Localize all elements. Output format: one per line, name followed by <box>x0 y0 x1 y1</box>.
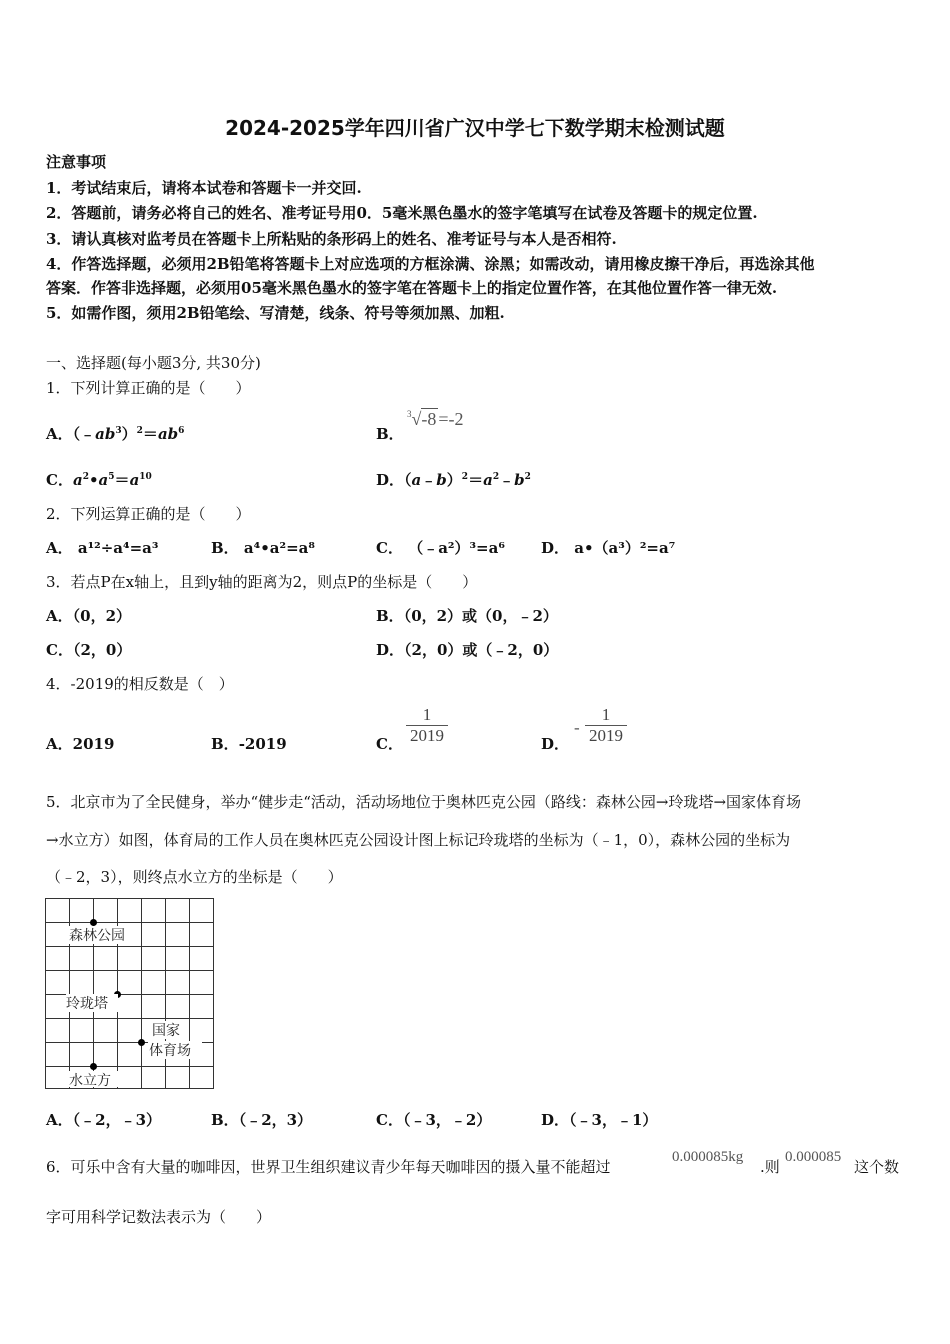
q1-a-eq: ＝ <box>142 425 158 443</box>
notice-heading: 注意事项 <box>46 153 107 171</box>
q3-option-c <box>46 639 131 660</box>
radical-sign-icon: √ <box>411 409 422 429</box>
q4-option-d-fraction <box>585 705 627 746</box>
q4-option-d-label: D． <box>541 735 570 753</box>
q3-b-text: （0，2）或（0，﹣2） <box>403 607 558 625</box>
q1-option-a <box>46 423 184 444</box>
q2-c-text: （﹣a²）³=a⁶ <box>408 539 505 557</box>
q5-stem-line3: （﹣2，3），则终点水立方的坐标是（ ） <box>46 868 343 886</box>
q1-d-eq: ＝ <box>468 471 484 489</box>
q1-option-b-label: B． <box>376 425 404 443</box>
q1-d-minus: ﹣ <box>421 471 437 489</box>
q2-d-label: D． <box>541 539 570 557</box>
q1-option-d <box>376 469 531 490</box>
q5-a-text: （﹣2，﹣3） <box>72 1111 162 1129</box>
notice-item-4: 4．作答选择题，必须用2B铅笔将答题卡上对应选项的方框涂满、涂黑；如需改动，请用橡皮擦干净后，再选涂其他 <box>46 255 815 273</box>
q2-b-label: B． <box>211 539 239 557</box>
q4-option-c-label: C． <box>376 735 403 753</box>
notice-item-4-cont: 答案．作答非选择题，必须用05毫米黑色墨水的签字笔在答题卡上的指定位置作答，在其他位置作答一律无效. <box>46 279 778 297</box>
q1-d-a2: a <box>483 471 493 489</box>
q1-c-eq: ＝ <box>114 471 130 489</box>
q1-c-b2: a <box>98 471 109 489</box>
q2-c-label: C． <box>376 539 403 557</box>
q1-d-m2: ﹣ <box>499 471 515 489</box>
q6-value-number: 0.000085 <box>785 1149 842 1165</box>
q1-d-label: D． <box>376 471 405 489</box>
q1-b-root-index: 3 <box>407 409 412 419</box>
q1-a-base: ab <box>95 425 116 443</box>
q3-option-b <box>376 605 558 626</box>
q1-c-b3: a <box>129 471 140 489</box>
q6-stem-part1: 6．可乐中含有大量的咖啡因，世界卫生组织建议青少年每天咖啡因的摄入量不能超过 <box>46 1158 611 1176</box>
q1-d-b: b <box>436 471 447 489</box>
q2-a-text: a¹²÷a⁴=a³ <box>77 539 159 557</box>
q3-c-label: C． <box>46 641 73 659</box>
q3-option-a <box>46 605 131 626</box>
olympic-park-map <box>44 897 216 1091</box>
notice-item-1: 1．考试结束后，请将本试卷和答题卡一并交回. <box>46 179 362 197</box>
q1-b-radicand: -8 <box>421 409 437 429</box>
q1-d-a: a <box>411 471 422 489</box>
page-title: 2024-2025学年四川省广汉中学七下数学期末检测试题 <box>225 116 725 140</box>
q3-stem: 3．若点P在x轴上，且到y轴的距离为2，则点P的坐标是（ ） <box>46 573 478 591</box>
q1-option-b-expr <box>407 409 464 430</box>
q5-stem-line1: 5．北京市为了全民健身，举办“健步走“活动，活动场地位于奥林匹克公园（路线：森林公园→玲珑塔→国家体育场 <box>46 793 802 811</box>
q1-stem: 1．下列计算正确的是（ ） <box>46 379 251 397</box>
q1-c-e1: 2 <box>82 472 89 482</box>
q2-a-label: A． <box>46 539 73 557</box>
q2-option-a <box>46 537 158 558</box>
q4-d-sign: - <box>574 718 580 737</box>
q5-c-label: C． <box>376 1111 403 1129</box>
q6-stem-line2: 字可用科学记数法表示为（ ） <box>46 1208 272 1226</box>
q5-b-label: B． <box>211 1111 239 1129</box>
q4-b-text: -2019 <box>238 735 287 753</box>
q2-b-text: a⁴•a²=a⁸ <box>243 539 315 557</box>
q2-d-text: a•（a³）²=a⁷ <box>574 539 676 557</box>
q4-stem: 4．-2019的相反数是（ ） <box>46 675 234 693</box>
q3-d-text: （2，0）或（﹣2，0） <box>404 641 559 659</box>
q1-option-c <box>46 469 152 490</box>
q4-option-c-fraction <box>406 705 448 746</box>
q1-c-b1: a <box>72 471 83 489</box>
q5-option-a <box>46 1109 161 1130</box>
map-label-tower: 玲珑塔 <box>66 996 108 1012</box>
water-cube-point <box>90 1063 97 1070</box>
q1-d-pre: （ <box>404 471 412 489</box>
q3-option-d <box>376 639 558 660</box>
q6-stem-part3: 这个数 <box>854 1158 900 1176</box>
notice-item-5: 5．如需作图，须用2B铅笔绘、写清楚，线条、符号等须加黑、加粗. <box>46 304 505 322</box>
q5-stem-line2: →水立方）如图，体育局的工作人员在奥林匹克公园设计图上标记玲珑塔的坐标为（﹣1，0），森林公园的坐标为 <box>46 831 791 849</box>
q4-c-numerator: 1 <box>422 705 432 724</box>
forest-park-point <box>90 919 97 926</box>
q2-option-d <box>541 537 675 558</box>
q2-stem: 2．下列运算正确的是（ ） <box>46 505 251 523</box>
q3-a-text: （0，2） <box>72 607 132 625</box>
q1-a-res: ab <box>157 425 179 443</box>
q1-a-res-exp: 6 <box>178 426 185 436</box>
q5-option-c <box>376 1109 491 1130</box>
q5-c-text: （﹣3，﹣2） <box>402 1111 492 1129</box>
q5-b-text: （﹣2，3） <box>238 1111 313 1129</box>
q4-d-denominator: 2019 <box>585 725 627 746</box>
q1-b-rest: =-2 <box>438 409 464 429</box>
q3-c-text: （2，0） <box>72 641 132 659</box>
notice-item-3: 3．请认真核对监考员在答题卡上所粘贴的条形码上的姓名、准考证号与本人是否相符. <box>46 230 617 248</box>
q3-a-label: A． <box>46 607 73 625</box>
q1-c-label: C． <box>46 471 73 489</box>
q1-d-e2: 2 <box>492 472 500 482</box>
q1-a-pre: （﹣ <box>72 425 96 443</box>
q4-option-b <box>211 733 287 754</box>
q1-a-exp2: 2 <box>136 426 143 436</box>
map-label-water: 水立方 <box>69 1073 111 1089</box>
q1-d-b2: b <box>514 471 525 489</box>
q1-c-dot: • <box>88 471 99 489</box>
notice-item-2: 2．答题前，请务必将自己的姓名、准考证号用0．5毫米黑色墨水的签字笔填写在试卷及答题卡的规定位置. <box>46 204 758 222</box>
q2-option-b <box>211 537 315 558</box>
q3-d-label: D． <box>376 641 405 659</box>
q2-option-c <box>376 537 505 558</box>
q4-c-denominator: 2019 <box>406 725 448 746</box>
q5-d-text: （﹣3，﹣1） <box>569 1111 658 1129</box>
q6-value-kg: 0.000085kg <box>672 1149 744 1165</box>
q4-option-a <box>46 733 114 754</box>
q1-a-label: A． <box>46 425 73 443</box>
section-heading: 一、选择题(每小题3分, 共30分) <box>46 354 261 372</box>
q5-d-label: D． <box>541 1111 570 1129</box>
map-label-stadium-1: 国家 <box>152 1023 180 1039</box>
q1-c-e2: 5 <box>108 472 115 482</box>
q4-b-label: B． <box>211 735 239 753</box>
q1-d-e3: 2 <box>524 472 531 482</box>
q5-option-b <box>211 1109 312 1130</box>
q1-d-close: ） <box>446 471 462 489</box>
q1-a-mid: ） <box>121 425 137 443</box>
q4-a-label: A． <box>46 735 73 753</box>
q4-a-text: 2019 <box>72 735 115 753</box>
q1-d-exp: 2 <box>461 472 469 482</box>
q5-option-d <box>541 1109 657 1130</box>
map-label-forest: 森林公园 <box>69 928 125 944</box>
q6-stem-part2: .则 <box>760 1158 780 1176</box>
q1-c-e3: 10 <box>139 472 152 482</box>
q5-a-label: A． <box>46 1111 73 1129</box>
q3-b-label: B． <box>376 607 404 625</box>
q1-a-exp: 3 <box>115 426 122 436</box>
stadium-point <box>138 1039 145 1046</box>
q4-d-numerator: 1 <box>601 705 611 724</box>
map-label-stadium-2: 体育场 <box>149 1043 191 1059</box>
